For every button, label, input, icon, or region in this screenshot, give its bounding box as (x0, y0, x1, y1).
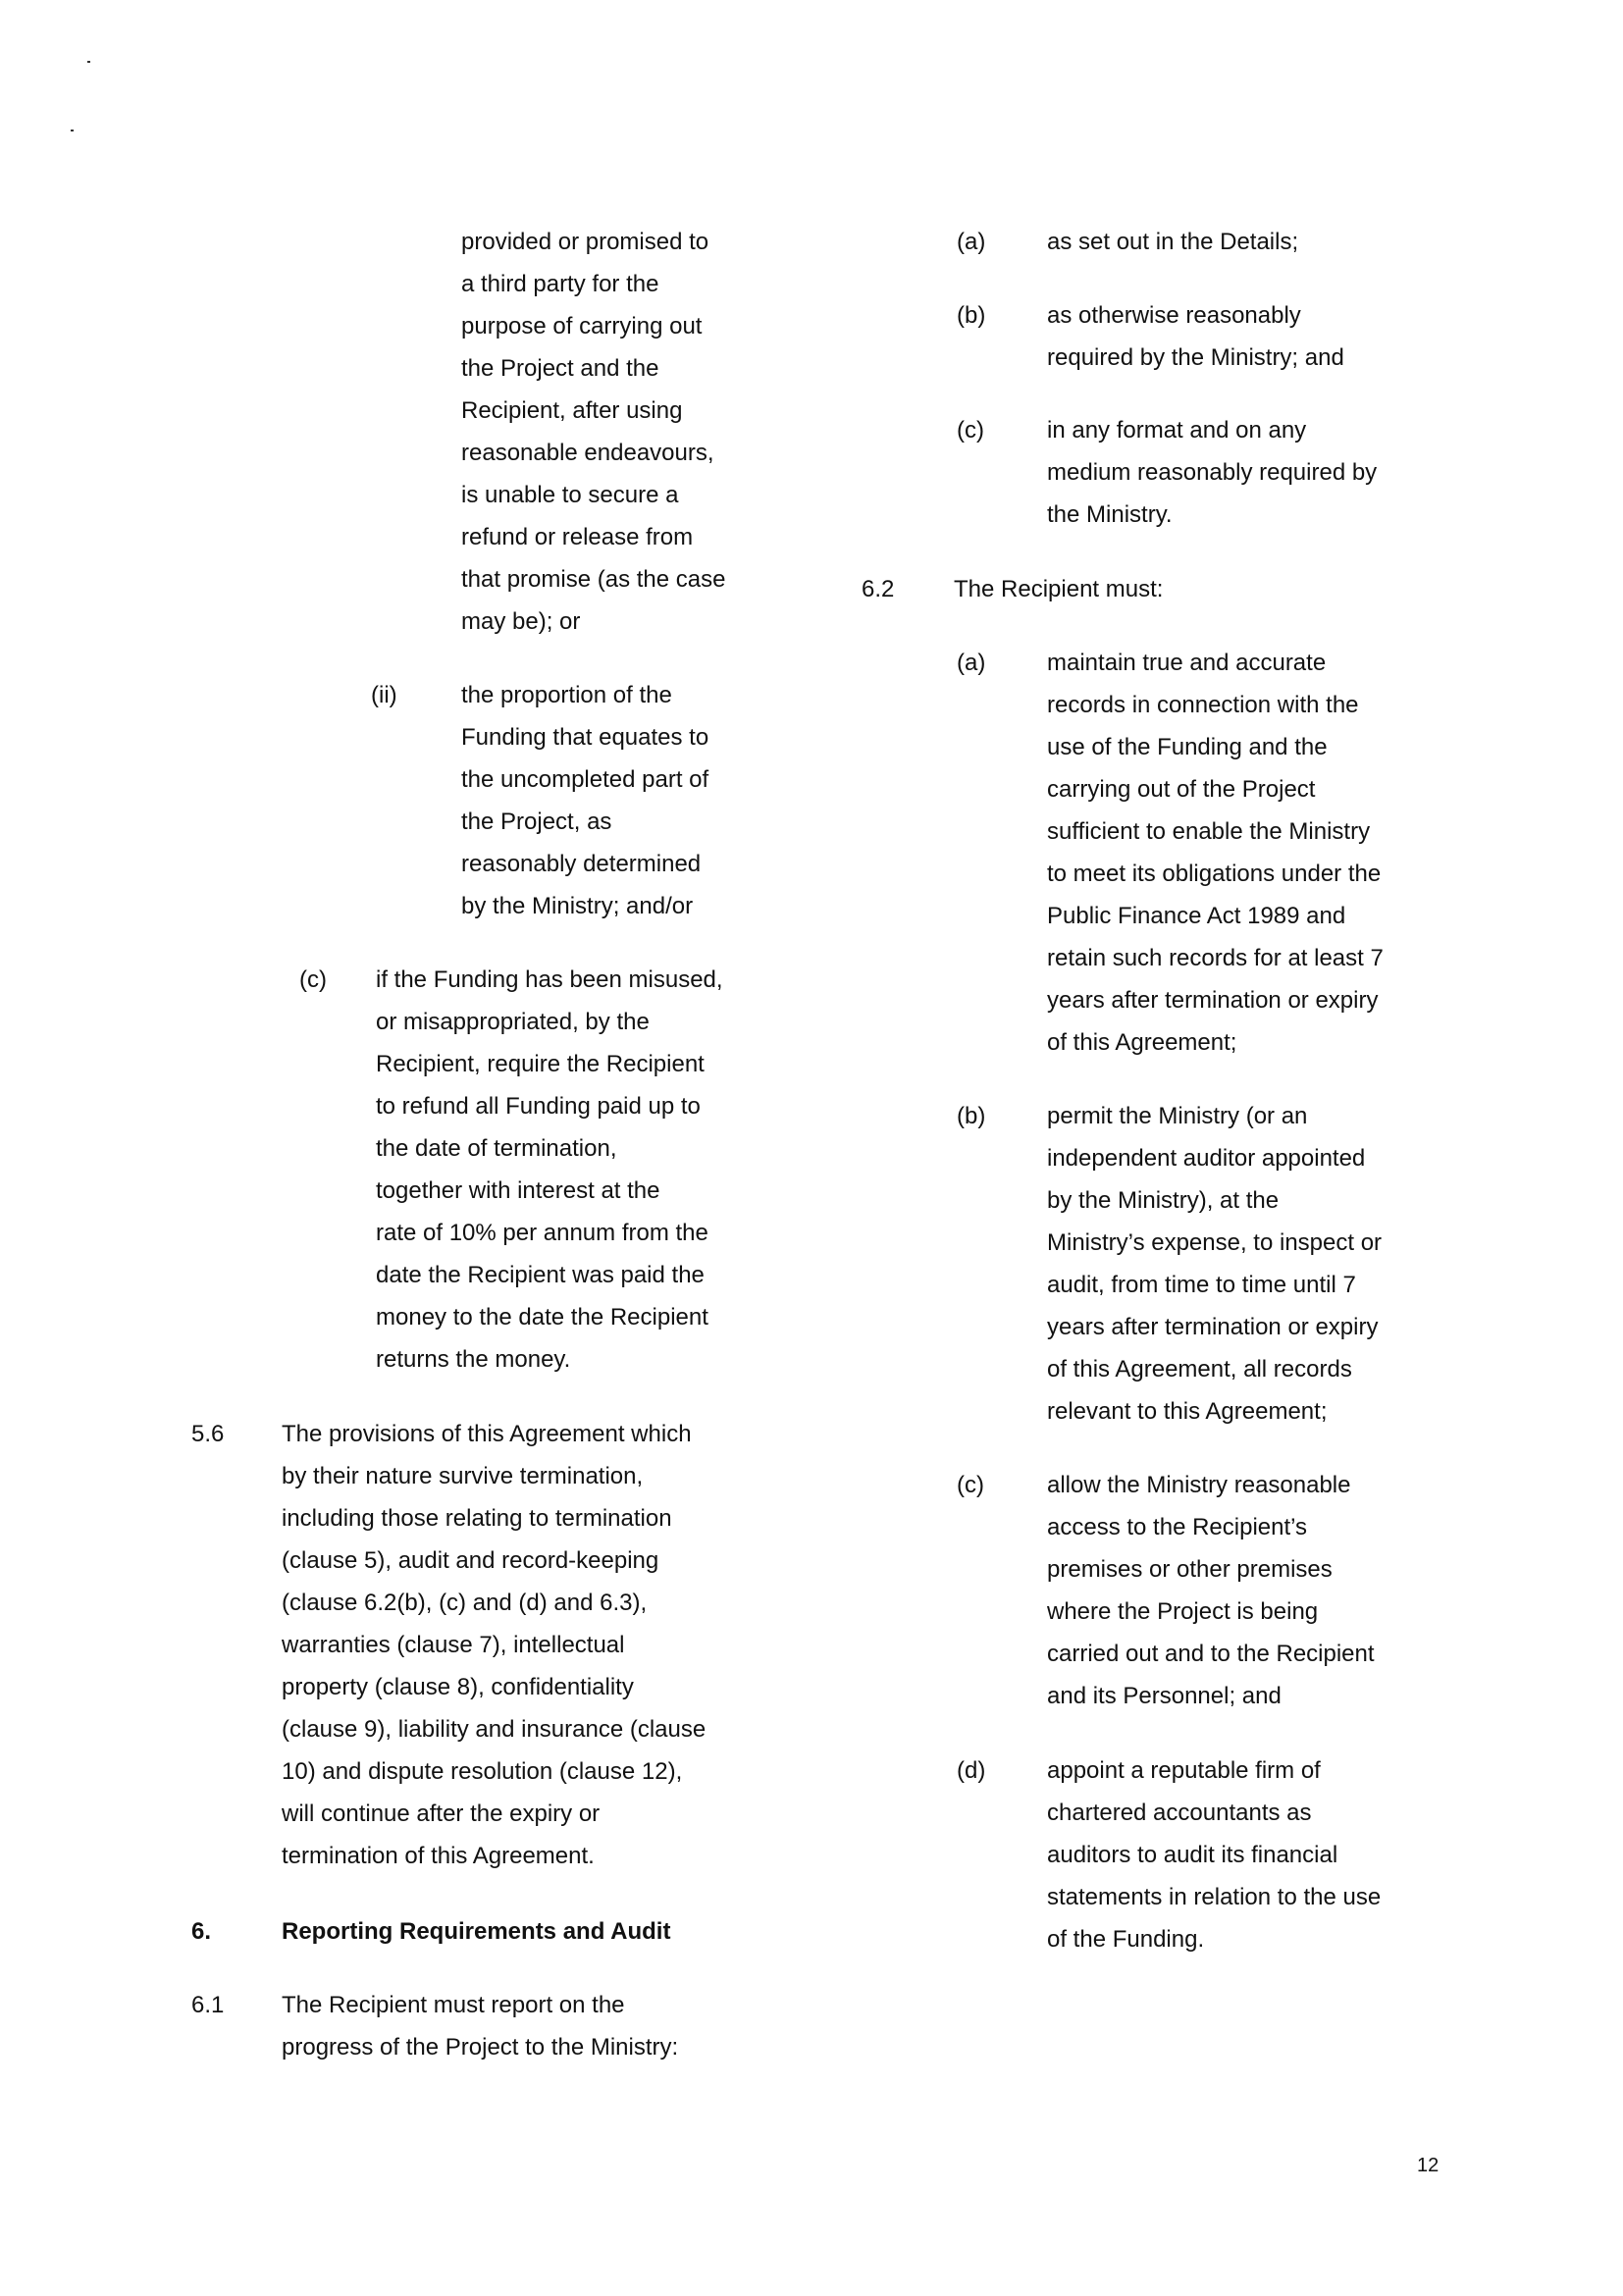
text-line: warranties (clause 7), intellectual (282, 1632, 625, 1658)
text-line: (clause 9), liability and insurance (clause (282, 1716, 707, 1743)
text-line: Public Finance Act 1989 and (1047, 903, 1346, 929)
text-line: where the Project is being (1047, 1598, 1319, 1625)
text-line: allow the Ministry reasonable (1047, 1472, 1351, 1498)
text-line: the Project and the (461, 355, 659, 382)
text-line: as set out in the Details; (1047, 229, 1299, 255)
text-line: required by the Ministry; and (1047, 344, 1344, 371)
clause-number: (b) (957, 1103, 986, 1129)
scan-speck (87, 61, 90, 63)
text-line: will continue after the expiry or (282, 1800, 601, 1827)
text-line: use of the Funding and the (1047, 734, 1328, 760)
text-line: property (clause 8), confidentiality (282, 1674, 634, 1700)
text-line: years after termination or expiry (1047, 987, 1379, 1014)
clause-text (1047, 1749, 1381, 1960)
text-line: or misappropriated, by the (376, 1009, 650, 1035)
text-line: reasonably determined (461, 851, 702, 877)
text-line: rate of 10% per annum from the (376, 1220, 708, 1246)
text-line: may be); or (461, 608, 581, 635)
text-line: maintain true and accurate (1047, 650, 1327, 676)
text-line: premises or other premises (1047, 1556, 1333, 1583)
clause-text (282, 1413, 706, 1877)
text-line: The Recipient must: (954, 576, 1164, 602)
text-line: Reporting Requirements and Audit (282, 1918, 671, 1945)
text-line: including those relating to termination (282, 1505, 672, 1532)
clause-text (282, 1984, 678, 2068)
text-line: retain such records for at least 7 (1047, 945, 1384, 971)
text-line: as otherwise reasonably (1047, 302, 1301, 329)
text-line: by their nature survive termination, (282, 1463, 644, 1489)
clause-text (1047, 1095, 1382, 1433)
text-line: carrying out of the Project (1047, 776, 1316, 803)
text-line: the proportion of the (461, 682, 672, 708)
text-line: Ministry’s expense, to inspect or (1047, 1229, 1383, 1256)
clause-text (1047, 642, 1384, 1064)
clause-text (954, 568, 1163, 610)
clause-number: (c) (957, 1472, 984, 1498)
clause-text (461, 674, 708, 927)
clause-number: (a) (957, 229, 986, 255)
text-line: of this Agreement, all records (1047, 1356, 1352, 1383)
text-line: reasonable endeavours, (461, 440, 714, 466)
text-line: access to the Recipient’s (1047, 1514, 1308, 1540)
clause-text (1047, 409, 1377, 536)
text-line: the Ministry. (1047, 501, 1173, 528)
text-line: Funding that equates to (461, 724, 709, 751)
text-line: by the Ministry), at the (1047, 1187, 1280, 1214)
scan-speck (71, 130, 74, 131)
text-line: appoint a reputable firm of (1047, 1757, 1321, 1784)
text-line: independent auditor appointed (1047, 1145, 1366, 1172)
text-line: returns the money. (376, 1346, 571, 1373)
text-line: audit, from time to time until 7 (1047, 1272, 1356, 1298)
text-line: provided or promised to (461, 229, 709, 255)
text-line: carried out and to the Recipient (1047, 1641, 1375, 1667)
text-line: The Recipient must report on the (282, 1992, 625, 2018)
text-line: termination of this Agreement. (282, 1843, 595, 1869)
clause-number: 5.6 (191, 1421, 225, 1447)
text-line: (clause 5), audit and record-keeping (282, 1547, 659, 1574)
clause-text (461, 221, 725, 643)
clause-number: 6.2 (862, 576, 895, 602)
text-line: refund or release from (461, 524, 694, 550)
text-line: years after termination or expiry (1047, 1314, 1379, 1340)
text-line: permit the Ministry (or an (1047, 1103, 1308, 1129)
clause-number: (c) (957, 417, 984, 444)
text-line: The provisions of this Agreement which (282, 1421, 692, 1447)
text-line: 10) and dispute resolution (clause 12), (282, 1758, 683, 1785)
text-line: the Project, as (461, 809, 612, 835)
clause-number: (ii) (371, 682, 397, 708)
text-line: records in connection with the (1047, 692, 1359, 718)
text-line: date the Recipient was paid the (376, 1262, 705, 1288)
text-line: relevant to this Agreement; (1047, 1398, 1328, 1425)
clause-number: (a) (957, 650, 986, 676)
clause-text (1047, 1464, 1375, 1717)
clause-number: (c) (299, 966, 327, 993)
text-line: auditors to audit its financial (1047, 1842, 1338, 1868)
text-line: money to the date the Recipient (376, 1304, 708, 1331)
text-line: sufficient to enable the Ministry (1047, 818, 1371, 845)
clause-number: 6. (191, 1918, 212, 1945)
text-line: medium reasonably required by (1047, 459, 1378, 486)
text-line: purpose of carrying out (461, 313, 703, 339)
text-line: the uncompleted part of (461, 766, 709, 793)
text-line: in any format and on any (1047, 417, 1307, 444)
text-line: chartered accountants as (1047, 1800, 1312, 1826)
text-line: is unable to secure a (461, 482, 679, 508)
text-line: of this Agreement; (1047, 1029, 1237, 1056)
text-line: together with interest at the (376, 1177, 660, 1204)
text-line: the date of termination, (376, 1135, 617, 1162)
clause-number: (d) (957, 1757, 986, 1784)
text-line: a third party for the (461, 271, 659, 297)
text-line: (clause 6.2(b), (c) and (d) and 6.3), (282, 1590, 648, 1616)
page-number: 12 (1417, 2155, 1440, 2176)
text-line: Recipient, after using (461, 397, 683, 424)
text-line: progress of the Project to the Ministry: (282, 2034, 679, 2061)
text-line: Recipient, require the Recipient (376, 1051, 705, 1077)
clause-number: (b) (957, 302, 986, 329)
section-heading (282, 1910, 670, 1953)
text-line: that promise (as the case (461, 566, 726, 593)
text-line: by the Ministry; and/or (461, 893, 694, 919)
text-line: to meet its obligations under the (1047, 861, 1382, 887)
clause-text (376, 959, 723, 1381)
clause-text (1047, 221, 1298, 263)
clause-number: 6.1 (191, 1992, 225, 2018)
text-line: of the Funding. (1047, 1926, 1205, 1953)
text-line: if the Funding has been misused, (376, 966, 723, 993)
text-line: statements in relation to the use (1047, 1884, 1382, 1910)
text-line: to refund all Funding paid up to (376, 1093, 701, 1120)
text-line: and its Personnel; and (1047, 1683, 1282, 1709)
clause-text (1047, 294, 1344, 379)
